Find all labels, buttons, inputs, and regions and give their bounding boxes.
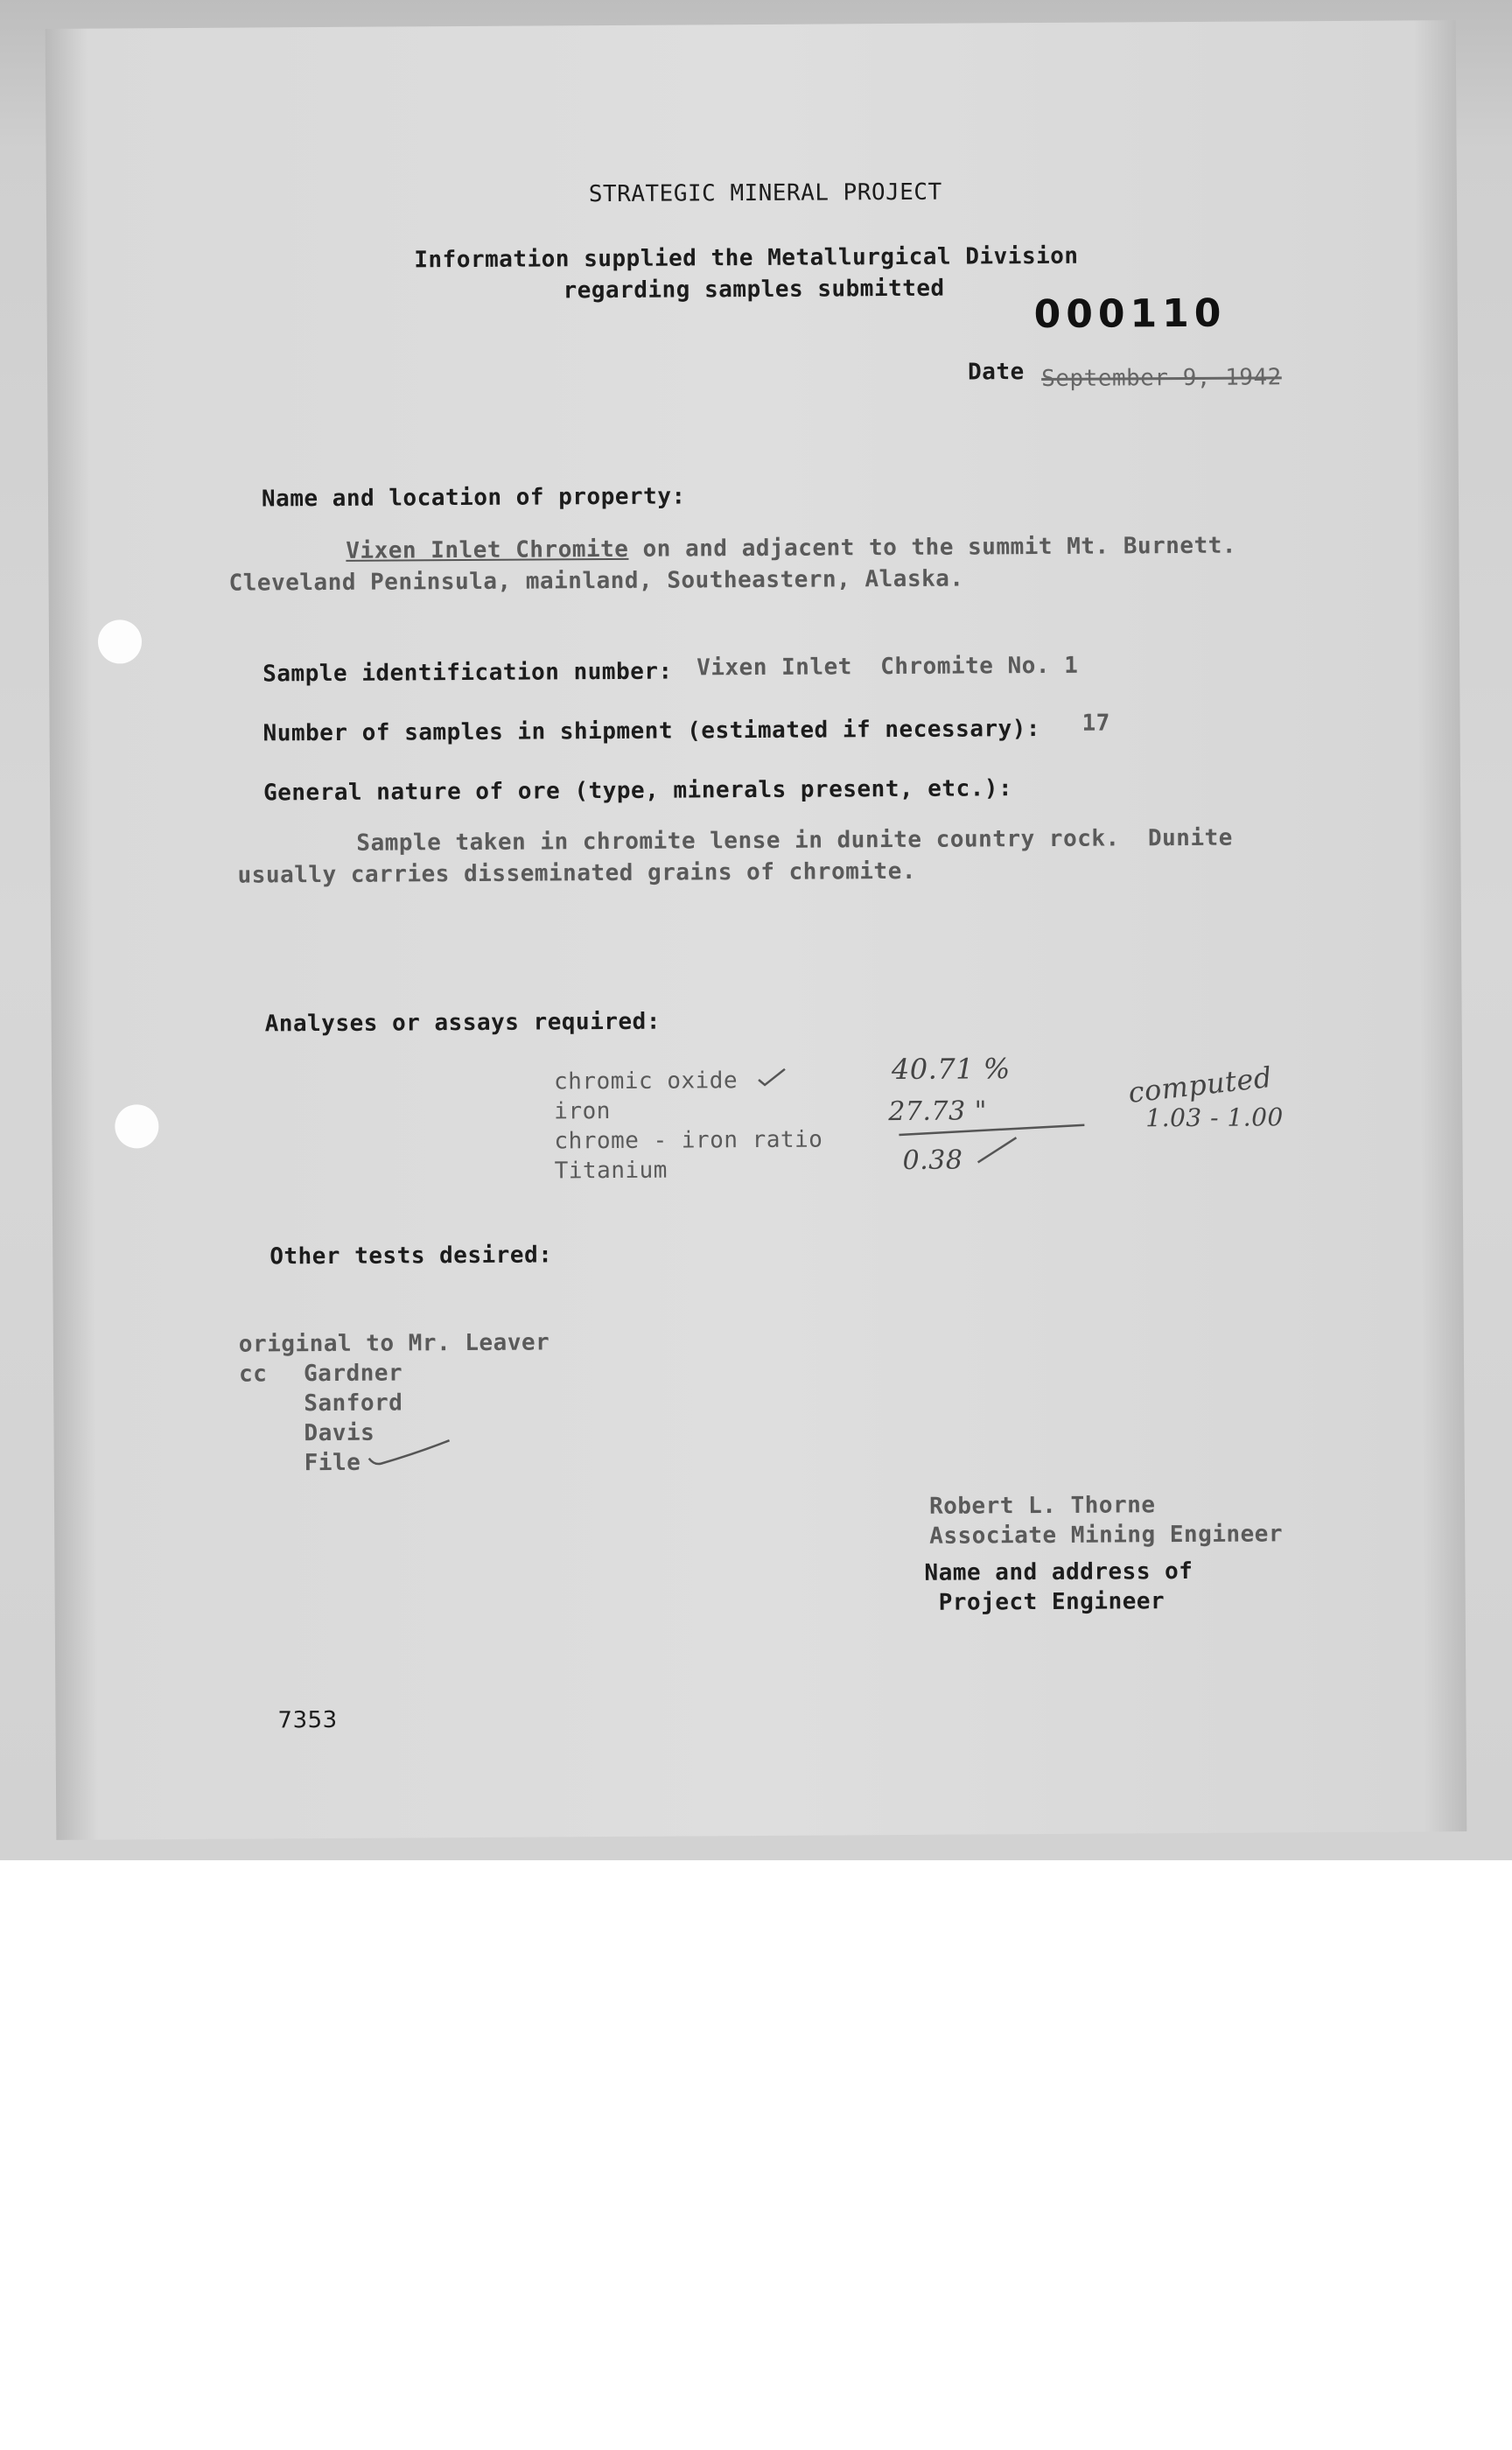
- date-value: September 9, 1942: [1041, 364, 1282, 392]
- signature-caption-1: Name and address of: [924, 1558, 1194, 1586]
- other-tests-label: Other tests desired:: [270, 1242, 553, 1270]
- analysis-result: 0.38: [902, 1144, 963, 1176]
- punch-hole-top: [98, 620, 142, 663]
- analysis-item-name: iron: [554, 1098, 611, 1125]
- signature-caption-2: Project Engineer: [938, 1588, 1166, 1616]
- sample-id-label: Sample identification number:: [262, 658, 673, 688]
- ore-line-1: Sample taken in chromite lense in dunite country rock. Dunite: [356, 824, 1233, 857]
- sample-id-value: Vixen Inlet Chromite No. 1: [696, 652, 1079, 682]
- analysis-result: 40.71 %: [891, 1052, 1011, 1087]
- distribution-cc-item: Sanford: [304, 1390, 403, 1418]
- analysis-item-name: chrome - iron ratio: [554, 1126, 823, 1155]
- distribution-cc-item: Davis: [304, 1419, 375, 1447]
- document-page: [46, 20, 1467, 1840]
- computed-note: computed: [1126, 1060, 1274, 1110]
- punch-hole-bottom: [115, 1104, 158, 1148]
- analysis-item-name: chromic oxide: [553, 1068, 738, 1096]
- ore-line-2: usually carries disseminated grains of chromite.: [237, 858, 917, 889]
- checkmark-icon: [366, 1437, 453, 1469]
- property-location: on and adjacent to the summit Mt. Burnett.: [628, 532, 1237, 563]
- computed-ratio: 1.03 - 1.00: [1145, 1102, 1284, 1133]
- property-label: Name and location of property:: [261, 483, 686, 513]
- analysis-result: 27.73 ": [888, 1096, 988, 1128]
- property-line-2: Cleveland Peninsula, mainland, Southeastern, Alaska.: [228, 565, 964, 597]
- signature-title: Associate Mining Engineer: [929, 1521, 1284, 1550]
- ore-label: General nature of ore (type, minerals present, etc.):: [262, 775, 1013, 807]
- analysis-item-name: Titanium: [554, 1157, 668, 1185]
- sample-count-label: Number of samples in shipment (estimated if necessary):: [262, 716, 1041, 747]
- sample-count-value: 17: [1082, 710, 1110, 737]
- distribution-cc-item: Gardner: [303, 1360, 403, 1388]
- signature-name: Robert L. Thorne: [928, 1492, 1156, 1520]
- analyses-label: Analyses or assays required:: [264, 1008, 662, 1038]
- checkmark-icon: [757, 1066, 787, 1087]
- distribution-cc-item: File: [304, 1449, 361, 1477]
- property-name: Vixen Inlet Chromite: [346, 536, 629, 564]
- page-code: 7353: [277, 1706, 338, 1734]
- date-label: Date: [968, 359, 1025, 386]
- distribution-cc-label: cc: [238, 1361, 268, 1388]
- property-line-1: [346, 533, 1236, 564]
- distribution-original: original to Mr. Leaver: [238, 1329, 550, 1358]
- subtitle-line-2: regarding samples submitted: [563, 275, 945, 304]
- checkmark-icon: [976, 1132, 1018, 1167]
- stamp-number: 000110: [1033, 290, 1227, 338]
- document-title: STRATEGIC MINERAL PROJECT: [588, 178, 942, 208]
- subtitle-line-1: Information supplied the Metallurgical Division: [414, 242, 1079, 274]
